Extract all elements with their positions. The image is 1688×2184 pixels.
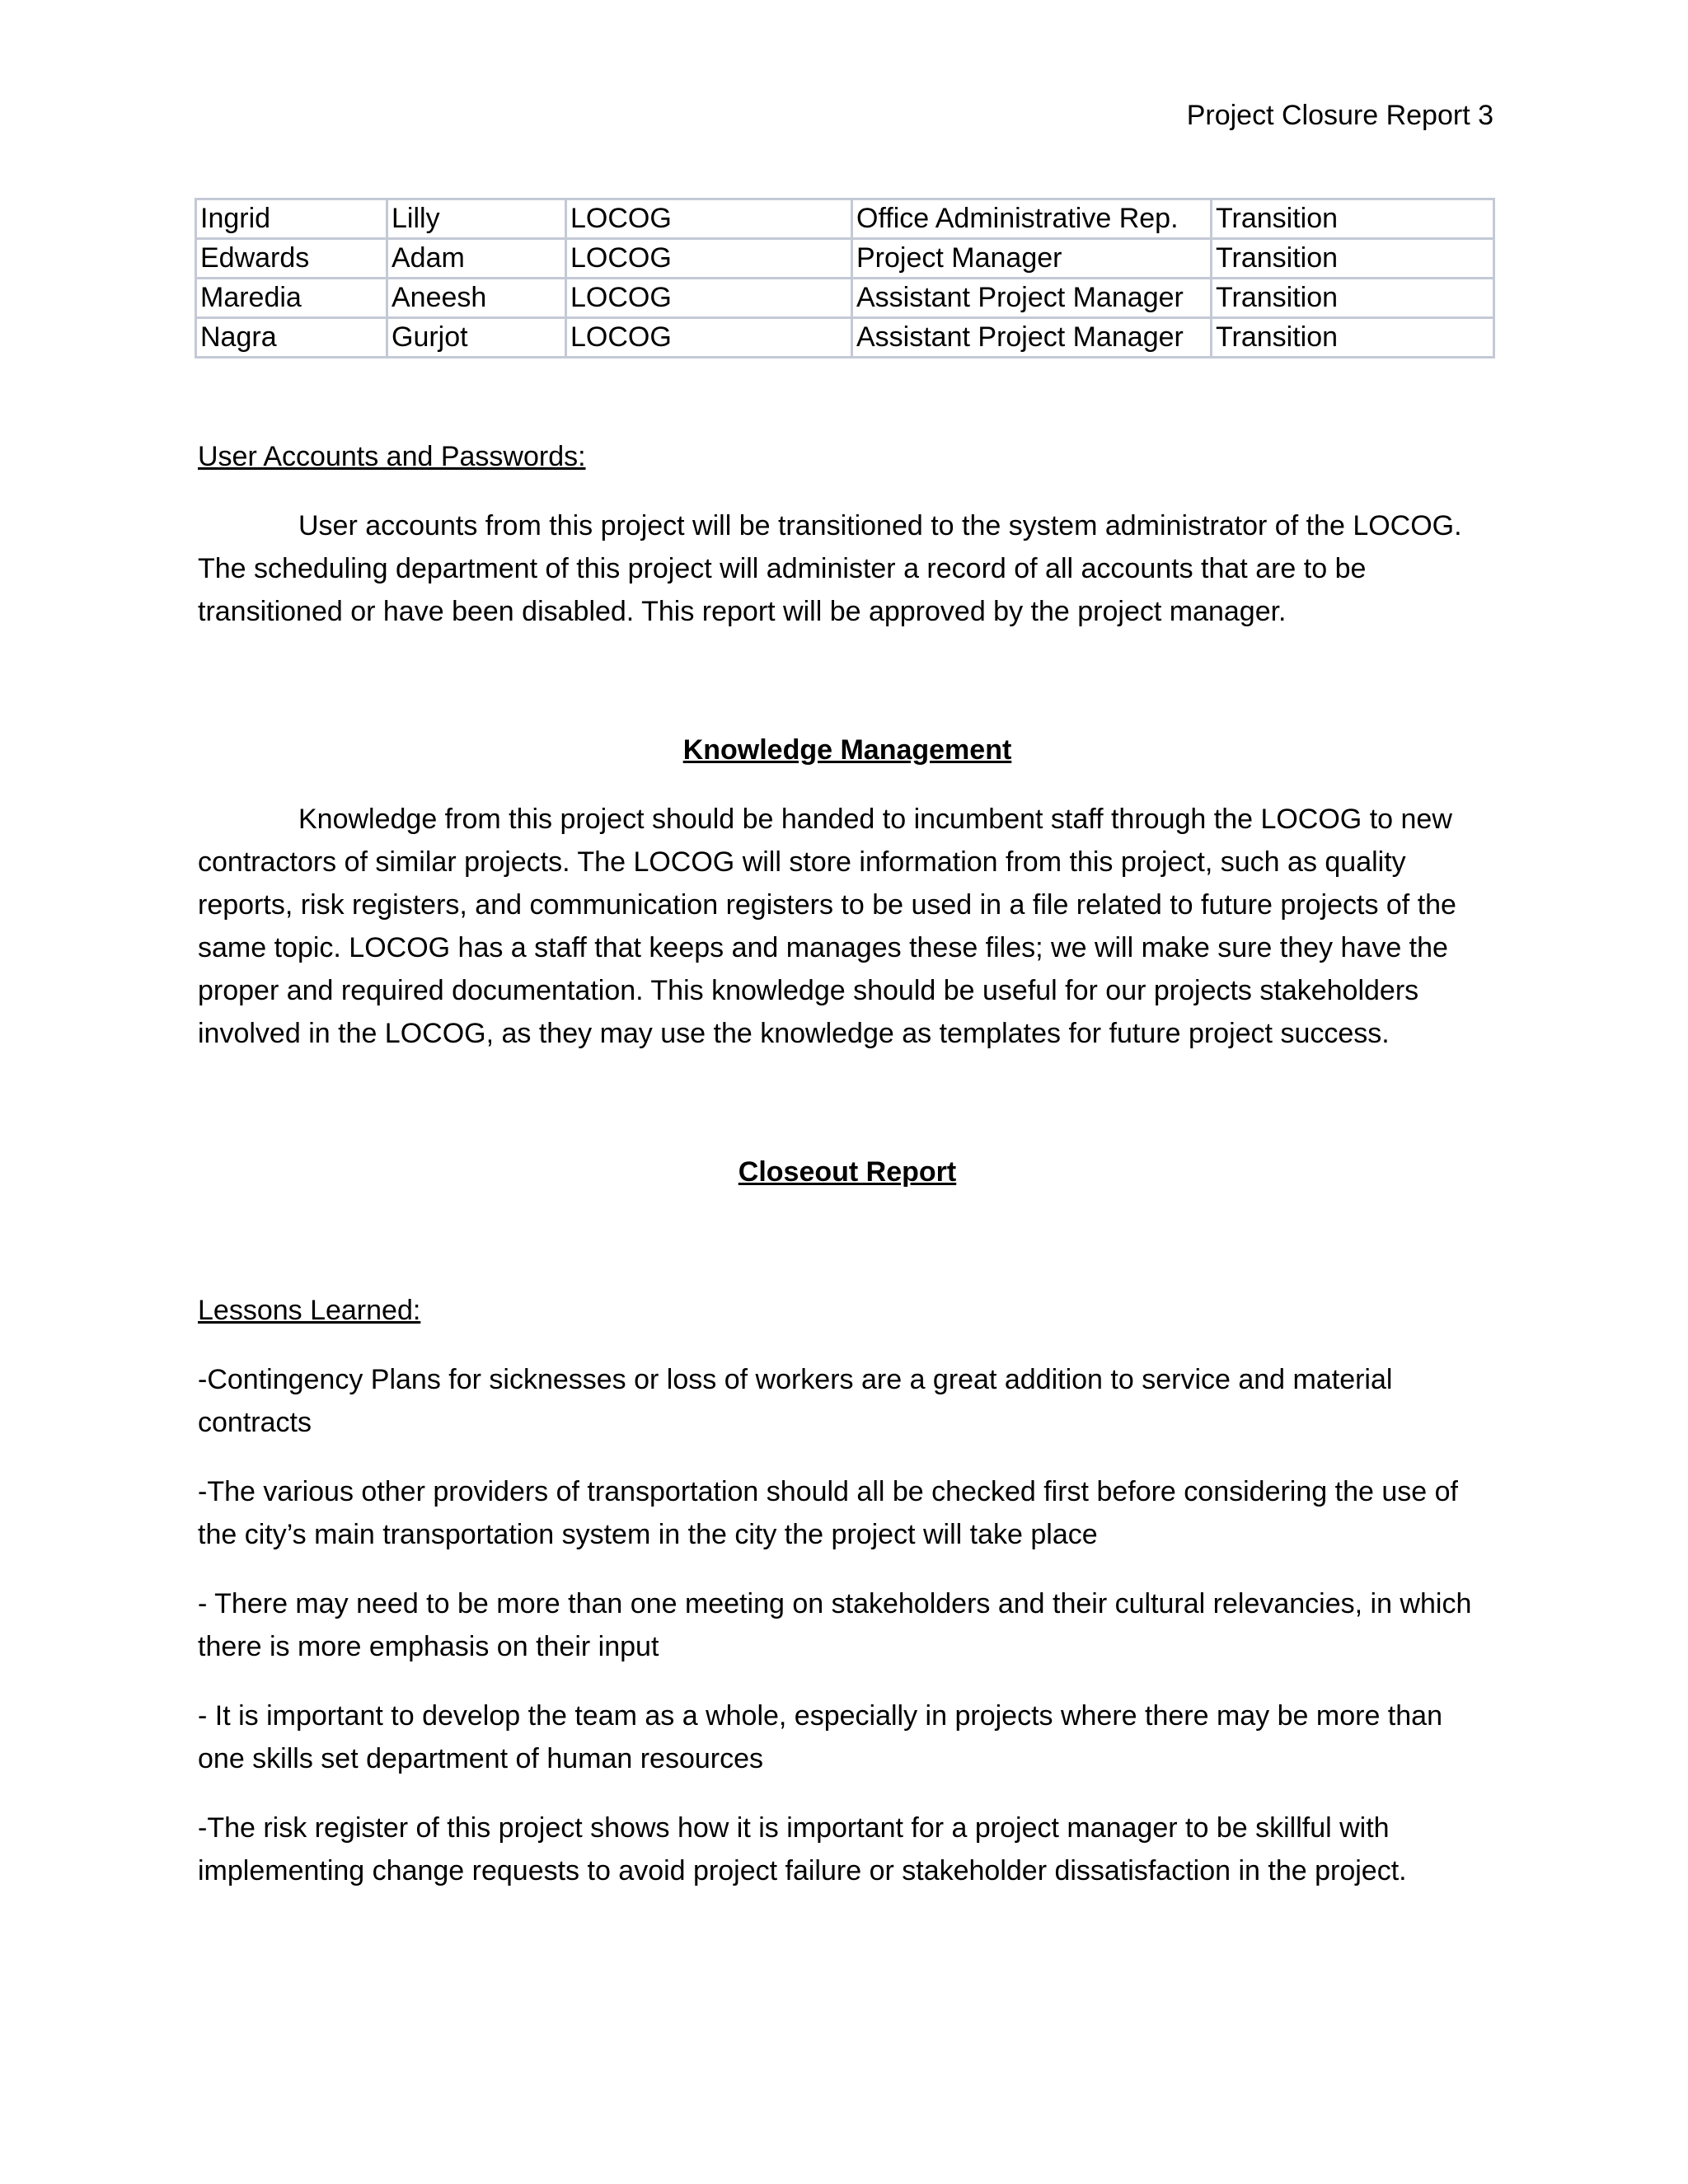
closeout-report-heading: Closeout Report <box>738 1156 957 1188</box>
lesson-item: - There may need to be more than one meeting on stakeholders and their cultural relevancies, in which there is more emphasis on their input <box>198 1588 1472 1662</box>
table-cell: Gurjot <box>387 318 566 358</box>
table-cell: Maredia <box>196 279 387 318</box>
knowledge-management-paragraph: Knowledge from this project should be handed to incumbent staff through the LOCOG to new contractors of similar projects. The LOCOG will store information from this project, such as quality reports, risk registers, and communication registers to be used in a file related to future projects of the same topic. LOCOG has a staff that keeps and manages these files; we will make sure they have the proper and required documentation. This knowledge should be useful for our projects stakeholders involved in the LOCOG, as they may use the knowledge as templates for future project success. <box>198 804 1456 1049</box>
table-cell: LOCOG <box>566 199 852 239</box>
lesson-item: -Contingency Plans for sicknesses or loss of workers are a great addition to service and material contracts <box>198 1364 1393 1438</box>
user-accounts-section <box>198 435 1497 633</box>
table-cell: Edwards <box>196 239 387 279</box>
table-cell: LOCOG <box>566 279 852 318</box>
table-cell: Transition <box>1212 199 1494 239</box>
lesson-item: - It is important to develop the team as a whole, especially in projects where there may be more than one skills set department of human resources <box>198 1700 1442 1774</box>
table-row <box>196 239 1494 279</box>
table-cell: Adam <box>387 239 566 279</box>
knowledge-management-section <box>198 729 1497 1055</box>
user-accounts-heading: User Accounts and Passwords: <box>198 441 586 472</box>
table-cell: Aneesh <box>387 279 566 318</box>
lessons-learned-section <box>198 1289 1497 1919</box>
table-row <box>196 279 1494 318</box>
lesson-item: -The risk register of this project shows how it is important for a project manager to be skillful with implementing change requests to avoid project failure or stakeholder dissatisfaction in the project. <box>198 1812 1407 1886</box>
table-cell: Project Manager <box>852 239 1212 279</box>
table-cell: Nagra <box>196 318 387 358</box>
table-cell: Assistant Project Manager <box>852 279 1212 318</box>
lesson-item: -The various other providers of transportation should all be checked first before considering the use of the city’s main transportation system in the city the project will take place <box>198 1476 1458 1550</box>
table-cell: Ingrid <box>196 199 387 239</box>
table-cell: LOCOG <box>566 239 852 279</box>
lessons-learned-heading: Lessons Learned: <box>198 1295 421 1326</box>
knowledge-management-heading: Knowledge Management <box>682 734 1012 766</box>
table-cell: Lilly <box>387 199 566 239</box>
table-cell: Transition <box>1212 239 1494 279</box>
table-cell: LOCOG <box>566 318 852 358</box>
closeout-report-section <box>198 1151 1497 1193</box>
table-cell: Office Administrative Rep. <box>852 199 1212 239</box>
table-cell: Transition <box>1212 318 1494 358</box>
page-header: Project Closure Report 3 <box>1186 100 1493 131</box>
table-cell: Transition <box>1212 279 1494 318</box>
table-cell: Assistant Project Manager <box>852 318 1212 358</box>
user-accounts-paragraph: User accounts from this project will be transitioned to the system administrator of the LOCOG. The scheduling department of this project will administer a record of all accounts that are to be transitioned or have been disabled. This report will be approved by the project manager. <box>198 510 1462 627</box>
staff-table <box>195 198 1495 359</box>
table-row <box>196 199 1494 239</box>
table-row <box>196 318 1494 358</box>
